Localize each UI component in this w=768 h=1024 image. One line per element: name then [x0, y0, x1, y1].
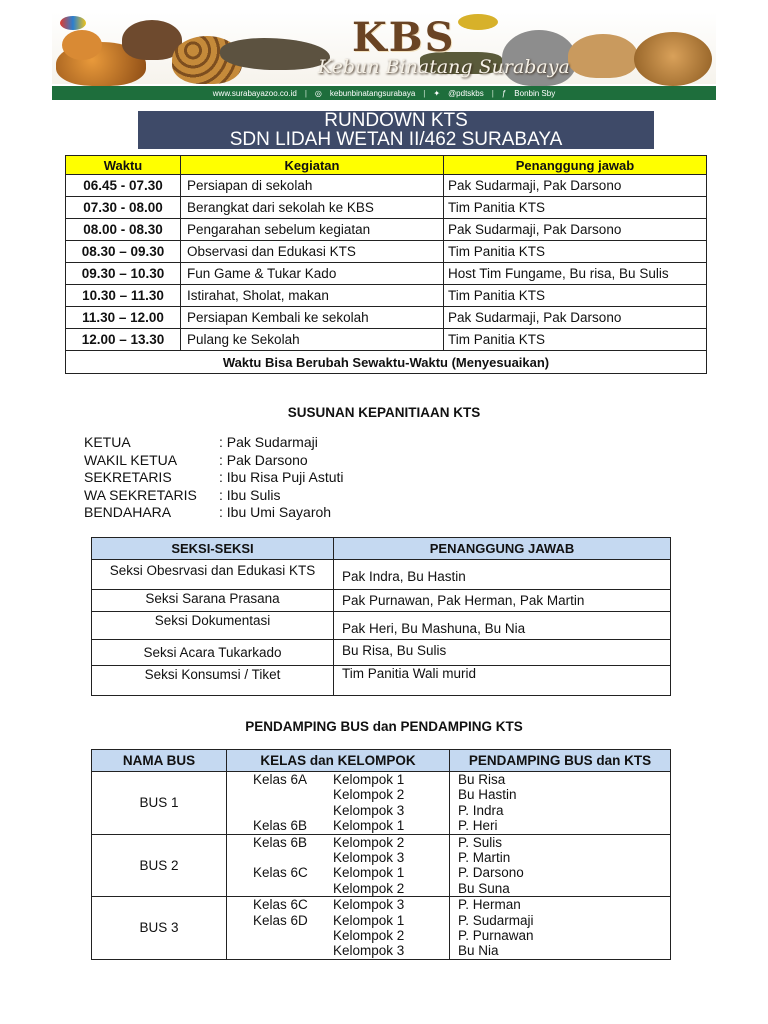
bus-name-cell: BUS 3 [92, 897, 227, 960]
seksi-header-row [92, 538, 671, 560]
header-kegiatan: Kegiatan [181, 156, 444, 175]
committee-role: KETUA [84, 434, 131, 450]
list-item [84, 487, 344, 505]
kelas-label: Kelas 6B [253, 834, 308, 850]
tiger-head-image [62, 30, 102, 60]
kelas-cell [227, 897, 450, 960]
parrot-image [60, 16, 86, 30]
kelompok-label: Kelompok 1 [333, 818, 405, 834]
facebook-handle: Bonbin Sby [514, 88, 556, 98]
list-item [84, 452, 344, 470]
committee-name: : Ibu Sulis [219, 486, 281, 503]
time-cell: 09.30 – 10.30 [66, 263, 181, 285]
pic-cell: Pak Sudarmaji, Pak Darsono [444, 219, 707, 241]
rundown-table [65, 155, 707, 374]
bus-name-cell: BUS 1 [92, 772, 227, 835]
kelas-label: Kelas 6D [253, 912, 308, 928]
header-penanggung-jawab: PENANGGUNG JAWAB [334, 538, 671, 560]
bus-header-row [92, 750, 671, 772]
section-cell: Seksi Konsumsi / Tiket [92, 666, 334, 696]
table-row [66, 241, 707, 263]
table-row [92, 640, 671, 666]
kelompok-label: Kelompok 2 [333, 927, 405, 943]
pic-cell: Tim Panitia Wali murid [334, 666, 671, 696]
seksi-table [91, 537, 671, 696]
table-row [66, 197, 707, 219]
section-cell: Seksi Obesrvasi dan Edukasi KTS [92, 560, 334, 590]
table-row [66, 263, 707, 285]
kelas-label: Kelas 6C [253, 865, 308, 881]
pendamping-name: Bu Hastin [458, 787, 517, 803]
instagram-handle: kebunbinatangsurabaya [329, 88, 416, 98]
kelas-label: Kelas 6A [253, 772, 308, 787]
pendamping-name: P. Sulis [458, 834, 503, 850]
section-cell: Seksi Dokumentasi [92, 612, 334, 640]
kelompok-label: Kelompok 1 [333, 865, 405, 881]
website-text: www.surabayazoo.co.id [212, 88, 297, 98]
activity-cell: Persiapan Kembali ke sekolah [181, 307, 444, 329]
pendamping-cell [450, 897, 671, 960]
section-cell: Seksi Sarana Prasana [92, 590, 334, 612]
kelas-cell [227, 772, 450, 835]
table-row [66, 285, 707, 307]
rundown-note-row [66, 351, 707, 374]
pendamping-cell [450, 772, 671, 835]
kelas-cell [227, 834, 450, 897]
kelompok-label: Kelompok 1 [333, 912, 405, 928]
pic-cell: Bu Risa, Bu Sulis [334, 640, 671, 666]
pendamping-name: P. Indra [458, 802, 504, 818]
time-cell: 11.30 – 12.00 [66, 307, 181, 329]
pendamping-name: P. Herman [458, 897, 521, 913]
rundown-note: Waktu Bisa Berubah Sewaktu-Waktu (Menyesuaikan) [66, 351, 707, 374]
committee-name: : Ibu Risa Puji Astuti [219, 469, 344, 486]
title-line-1: RUNDOWN KTS [324, 110, 468, 131]
committee-name: : Ibu Umi Sayaroh [219, 504, 332, 521]
pic-cell: Pak Purnawan, Pak Herman, Pak Martin [334, 590, 671, 612]
committee-list [84, 434, 344, 522]
list-item [84, 504, 344, 522]
time-cell: 07.30 - 08.00 [66, 197, 181, 219]
table-row [66, 329, 707, 351]
table-row [92, 590, 671, 612]
kelompok-label: Kelompok 3 [333, 897, 405, 913]
header-nama-bus: NAMA BUS [92, 750, 227, 772]
table-row [92, 666, 671, 696]
lion-image [634, 32, 712, 86]
pic-cell: Pak Sudarmaji, Pak Darsono [444, 175, 707, 197]
time-cell: 06.45 - 07.30 [66, 175, 181, 197]
activity-cell: Istirahat, Sholat, makan [181, 285, 444, 307]
pic-cell: Pak Sudarmaji, Pak Darsono [444, 307, 707, 329]
kelompok-label: Kelompok 2 [333, 880, 405, 896]
committee-name: : Pak Sudarmaji [219, 434, 318, 450]
table-row [92, 772, 671, 835]
section-cell: Seksi Acara Tukarkado [92, 640, 334, 666]
header-penanggung-jawab: Penanggung jawab [444, 156, 707, 175]
pendamping-name: P. Martin [458, 849, 511, 865]
committee-role: BENDAHARA [84, 504, 172, 521]
bus-table [91, 749, 671, 960]
facebook-icon: ƒ [501, 88, 507, 98]
kelompok-label: Kelompok 3 [333, 943, 405, 959]
pendamping-name: P. Purnawan [458, 927, 534, 943]
table-row [92, 897, 671, 960]
pic-cell: Tim Panitia KTS [444, 241, 707, 263]
banner-contact-strip: www.surabayazoo.co.id | ◎ kebunbinatangsurabaya | ✦ @pdtskbs | ƒ Bonbin Sby [52, 86, 716, 100]
header-banner [52, 12, 716, 100]
pendamping-name: Bu Suna [458, 880, 510, 896]
kelompok-label: Kelompok 2 [333, 787, 405, 803]
header-kelas-kelompok: KELAS dan KELOMPOK [227, 750, 450, 772]
list-item [84, 469, 344, 487]
kbs-logo: KBS [352, 14, 456, 61]
table-row [92, 834, 671, 897]
title-line-2: SDN LIDAH WETAN II/462 SURABAYA [229, 129, 563, 150]
activity-cell: Pulang ke Sekolah [181, 329, 444, 351]
table-row [66, 175, 707, 197]
pendamping-cell [450, 834, 671, 897]
pendamping-name: P. Sudarmaji [458, 912, 534, 928]
list-item [84, 434, 344, 452]
rundown-header-row [66, 156, 707, 175]
table-row [66, 219, 707, 241]
pic-cell: Pak Heri, Bu Mashuna, Bu Nia [334, 612, 671, 640]
pendamping-name: Bu Nia [458, 943, 499, 959]
time-cell: 10.30 – 11.30 [66, 285, 181, 307]
twitter-handle: @pdtskbs [448, 88, 484, 98]
pendamping-name: P. Heri [458, 818, 498, 834]
camel-image [568, 34, 638, 78]
activity-cell: Persiapan di sekolah [181, 175, 444, 197]
pic-cell: Host Tim Fungame, Bu risa, Bu Sulis [444, 263, 707, 285]
header-seksi: SEKSI-SEKSI [92, 538, 334, 560]
table-row [92, 560, 671, 590]
time-cell: 12.00 – 13.30 [66, 329, 181, 351]
kelompok-label: Kelompok 1 [333, 772, 405, 787]
activity-cell: Fun Game & Tukar Kado [181, 263, 444, 285]
pic-cell: Tim Panitia KTS [444, 285, 707, 307]
bus-name-cell: BUS 2 [92, 834, 227, 897]
committee-role: WAKIL KETUA [84, 451, 178, 468]
pendamping-name: Bu Risa [458, 772, 506, 787]
bus-section-title: PENDAMPING BUS dan PENDAMPING KTS [245, 719, 523, 734]
pic-cell: Tim Panitia KTS [444, 197, 707, 219]
page-title [138, 111, 654, 149]
kbs-logo-subtitle: Kebun Binatang Surabaya [318, 56, 570, 78]
committee-role: SEKRETARIS [84, 469, 172, 486]
pic-cell: Tim Panitia KTS [444, 329, 707, 351]
kelas-label: Kelas 6C [253, 897, 308, 913]
table-row [92, 612, 671, 640]
header-waktu: Waktu [66, 156, 181, 175]
time-cell: 08.00 - 08.30 [66, 219, 181, 241]
eagle-image [458, 14, 498, 30]
committee-name: : Pak Darsono [219, 451, 308, 468]
kelas-label: Kelas 6B [253, 818, 308, 834]
header-pendamping: PENDAMPING BUS dan KTS [450, 750, 671, 772]
time-cell: 08.30 – 09.30 [66, 241, 181, 263]
kelompok-label: Kelompok 3 [333, 849, 405, 865]
activity-cell: Berangkat dari sekolah ke KBS [181, 197, 444, 219]
committee-title: SUSUNAN KEPANITIAAN KTS [287, 405, 481, 420]
table-row [66, 307, 707, 329]
pendamping-name: P. Darsono [458, 865, 524, 881]
kelompok-label: Kelompok 3 [333, 802, 405, 818]
pic-cell: Pak Indra, Bu Hastin [334, 560, 671, 590]
kelompok-label: Kelompok 2 [333, 834, 405, 850]
instagram-icon: ◎ [314, 88, 322, 98]
activity-cell: Pengarahan sebelum kegiatan [181, 219, 444, 241]
activity-cell: Observasi dan Edukasi KTS [181, 241, 444, 263]
twitter-icon: ✦ [433, 88, 441, 98]
committee-role: WA SEKRETARIS [84, 486, 197, 503]
